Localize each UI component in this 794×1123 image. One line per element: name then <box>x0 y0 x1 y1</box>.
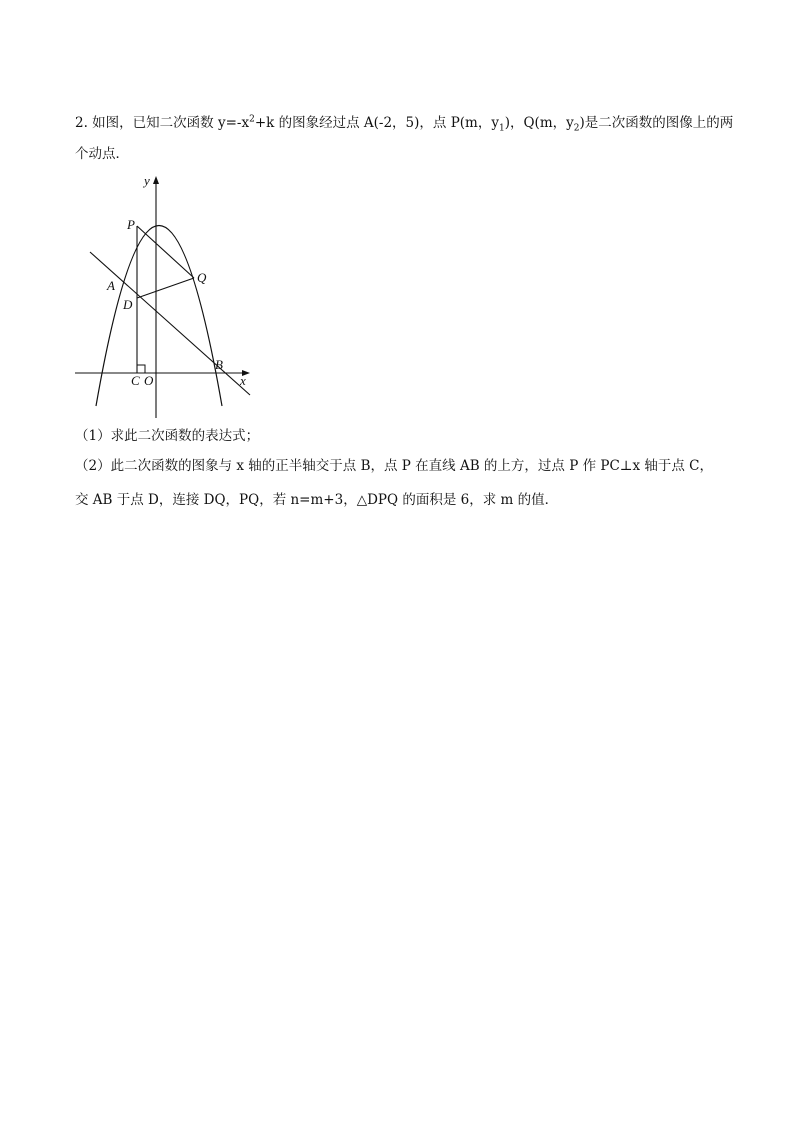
label-c: C <box>131 373 140 388</box>
label-o: O <box>144 373 154 388</box>
label-b: B <box>215 357 223 372</box>
label-x: x <box>240 373 246 388</box>
label-q: Q <box>197 270 207 285</box>
part-1-text: （1）求此二次函数的表达式； <box>75 428 260 444</box>
part-2-text-line-2: 交 AB 于点 D，连接 DQ，PQ，若 n=m+3，△DPQ 的面积是 6，求 m 的值． <box>75 492 559 508</box>
subscript: 1 <box>498 123 505 134</box>
question-text-part: +k 的图象经过点 A(-2，5)，点 P(m，y <box>254 115 499 131</box>
segment-dq <box>137 278 194 298</box>
label-d: D <box>123 297 133 312</box>
parabola-figure <box>70 168 260 422</box>
question-text-part: )，Q(m，y <box>504 115 574 131</box>
label-p: P <box>127 217 135 232</box>
segment-pq <box>137 226 194 278</box>
question-text-line-2: 个动点． <box>75 146 129 162</box>
parabola-curve <box>96 226 222 407</box>
right-angle-marker <box>137 365 145 373</box>
question-text-line-1 <box>75 114 733 132</box>
label-y: y <box>144 173 150 188</box>
subscript: 2 <box>573 123 580 134</box>
y-axis-arrow-icon <box>153 176 159 184</box>
question-text-part: 2. 如图，已知二次函数 y=-x <box>75 115 250 131</box>
exponent: 2 <box>249 114 255 125</box>
question-text-part: )是二次函数的图像上的两 <box>579 115 734 131</box>
part-2-text-line-1: （2）此二次函数的图象与 x 轴的正半轴交于点 B，点 P 在直线 AB 的上方，过点 P 作 PC⊥x 轴于点 C， <box>75 458 714 474</box>
label-a: A <box>107 278 115 293</box>
